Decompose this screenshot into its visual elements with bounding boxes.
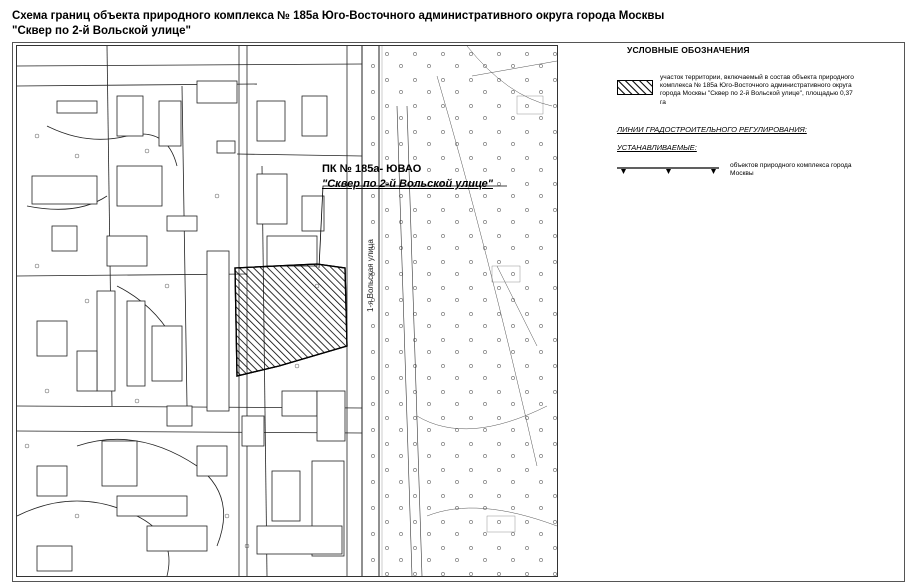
legend-line-description: объектов природного комплекса города Москвы xyxy=(730,162,852,178)
legend-lines-heading: ЛИНИИ ГРАДОСТРОИТЕЛЬНОГО РЕГУЛИРОВАНИЯ: xyxy=(617,125,807,134)
area-callout-code: ПК № 185а- ЮВАО xyxy=(322,163,422,175)
map-title: Схема границ объекта природного комплекса № 185а Юго-Восточного административного округа города Москвы xyxy=(12,10,665,22)
legend-heading: УСЛОВНЫЕ ОБОЗНАЧЕНИЯ xyxy=(627,45,750,55)
street-label: 1-я Вольская улица xyxy=(366,239,375,312)
green-zone-east xyxy=(362,46,557,576)
legend-boundary-line-symbol xyxy=(615,160,725,181)
map-subtitle: "Сквер по 2-й Вольской улице" xyxy=(12,25,191,37)
map-drawing xyxy=(17,46,557,576)
protected-area-185a xyxy=(235,264,347,376)
cadastral-map xyxy=(16,45,558,577)
legend-hatch-swatch xyxy=(617,80,653,95)
area-callout-name: "Сквер по 2-й Вольской улице" xyxy=(322,178,493,190)
legend-area-description: участок территории, включаемый в состав объекта природного комплекса № 185а Юго-Восточного административного округа города Москвы "Сквер по 2-й Вольской улице", площадью 0,37 га xyxy=(660,74,854,106)
legend-established-label: УСТАНАВЛИВАЕМЫЕ: xyxy=(617,143,697,152)
